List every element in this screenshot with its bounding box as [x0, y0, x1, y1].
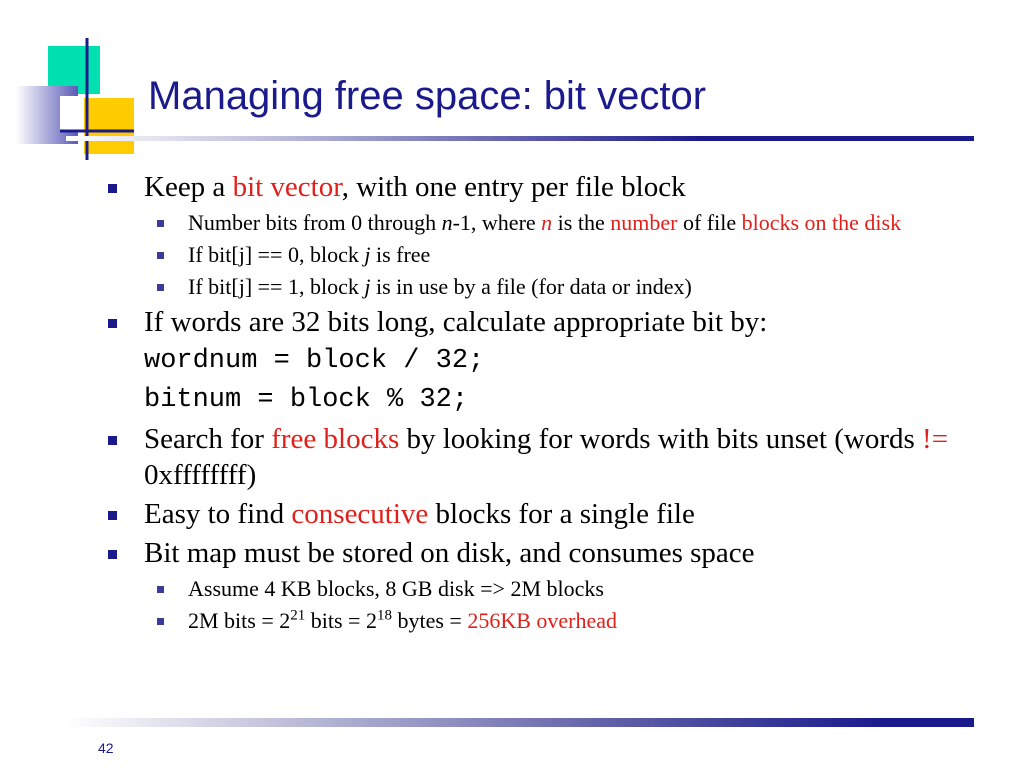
square-bullet-icon [108, 319, 117, 328]
superscript: 18 [376, 607, 392, 624]
bullet-text: is in use by a file (for data or index) [370, 274, 692, 299]
bullet-text: by looking for words with bits unset (words [399, 423, 923, 455]
square-bullet-icon [157, 618, 164, 625]
slide-title: Managing free space: bit vector [148, 74, 707, 118]
bullet-text: Bit map must be stored on disk, and consumes space [144, 537, 755, 569]
sub-bullet-item [104, 607, 984, 635]
highlight-text: free blocks [271, 423, 400, 455]
bullet-text: of file [677, 210, 742, 235]
italic-text: j [364, 242, 371, 267]
bullet-text: , with one entry per file block [341, 171, 686, 203]
bullet-text: 2M bits = 2 [188, 608, 291, 633]
square-bullet-icon [108, 184, 117, 193]
square-bullet-icon [108, 511, 117, 520]
bullet-text: 0xffffffff) [144, 459, 257, 491]
bullet-text: Number bits from 0 through [188, 210, 442, 235]
bullet-text: Assume 4 KB blocks, 8 GB disk => 2M blocks [188, 576, 604, 601]
square-bullet-icon [157, 284, 164, 291]
bullet-text: is the [552, 210, 611, 235]
page-number: 42 [98, 740, 114, 756]
bullet-item [104, 169, 984, 205]
bullet-item [104, 535, 984, 571]
italic-text: j [364, 274, 371, 299]
bullet-item [104, 304, 984, 418]
highlight-text: number [610, 210, 678, 235]
bullet-item [104, 496, 984, 532]
code-line: wordnum = block / 32; [144, 346, 485, 376]
sub-bullet-item [104, 241, 984, 269]
highlight-text: blocks on the disk [741, 210, 902, 235]
bullet-text: is free [370, 242, 431, 267]
highlight-text: 256KB overhead [467, 608, 618, 633]
bullet-text: Keep a [144, 171, 233, 203]
italic-text: n [441, 210, 453, 235]
bullet-text: bits = 2 [305, 608, 377, 633]
square-bullet-icon [108, 436, 117, 445]
code-line: bitnum = block % 32; [144, 385, 469, 415]
slide-content [104, 166, 984, 635]
bullet-text: If bit[j] == 1, block [188, 274, 365, 299]
bullet-text: If bit[j] == 0, block [188, 242, 365, 267]
sub-bullet-item [104, 273, 984, 301]
sub-bullet-item [104, 575, 984, 603]
bullet-text: If words are 32 bits long, calculate appropriate bit by: [144, 306, 768, 338]
footer-divider [66, 718, 974, 727]
sub-bullet-item [104, 209, 984, 237]
bullet-text: blocks for a single file [428, 498, 695, 530]
title-divider [66, 136, 974, 141]
square-bullet-icon [157, 586, 164, 593]
square-bullet-icon [157, 220, 164, 227]
superscript: 21 [290, 607, 306, 624]
bullet-text: -1, where [452, 210, 542, 235]
square-bullet-icon [157, 252, 164, 259]
square-bullet-icon [108, 550, 117, 559]
bullet-text: Search for [144, 423, 272, 455]
bullet-text: bytes = [391, 608, 468, 633]
highlight-text: n [541, 210, 553, 235]
highlight-text: consecutive [291, 498, 429, 530]
bullet-item [104, 421, 984, 493]
highlight-text: != [922, 423, 949, 455]
highlight-text: bit vector [232, 171, 342, 203]
bullet-text: Easy to find [144, 498, 292, 530]
